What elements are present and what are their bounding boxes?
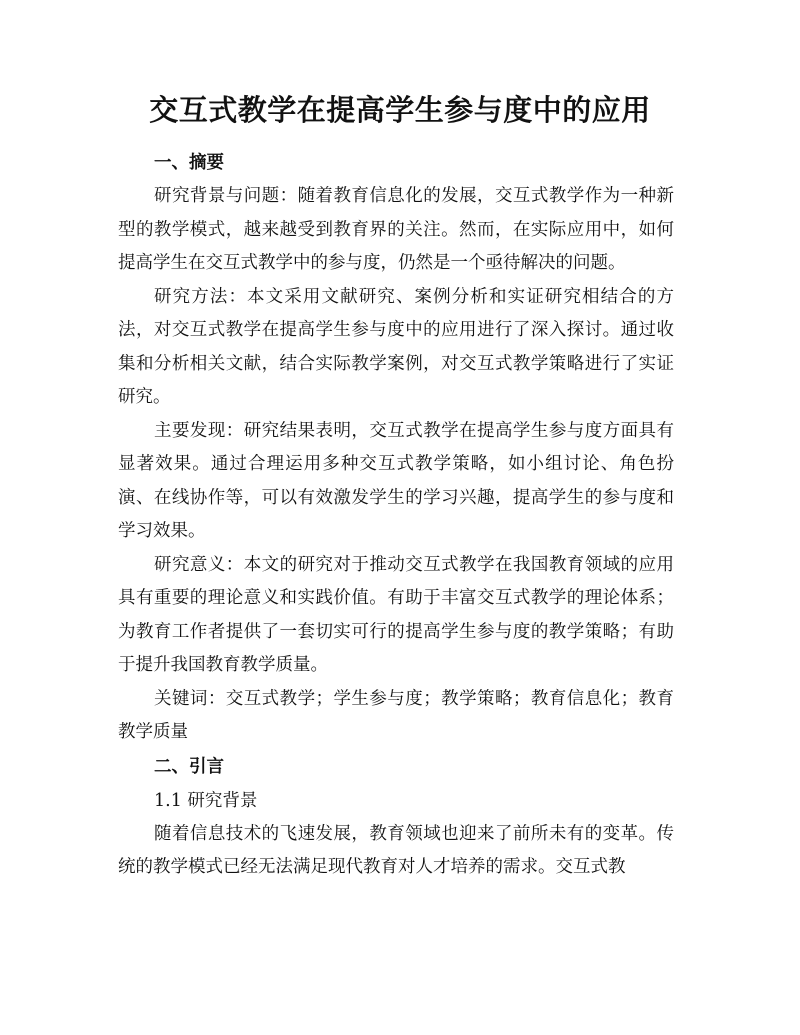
document-body (118, 146, 674, 885)
document-title: 交互式教学在提高学生参与度中的应用 (149, 93, 651, 127)
introduction-paragraph: 随着信息技术的飞速发展，教育领域也迎来了前所未有的变革。传统的教学模式已经无法满足现代教育对人才培养的需求。交互式教 (118, 823, 674, 877)
abstract-methods-paragraph: 研究方法：本文采用文献研究、案例分析和实证研究相结合的方法，对交互式教学在提高学生参与度中的应用进行了深入探讨。通过收集和分析相关文献，结合实际教学案例，对交互式教学策略进行了实证研究。 (118, 286, 674, 407)
keywords-paragraph: 关键词：交互式教学；学生参与度；教学策略；教育信息化；教育教学质量 (118, 688, 674, 742)
abstract-significance-paragraph: 研究意义：本文的研究对于推动交互式教学在我国教育领域的应用具有重要的理论意义和实践价值。有助于丰富交互式教学的理论体系；为教育工作者提供了一套切实可行的提高学生参与度的教学策略；有助于提升我国教育教学质量。 (118, 554, 674, 675)
subsection-heading-research-background: 1.1 研究背景 (154, 790, 258, 811)
abstract-background-paragraph: 研究背景与问题：随着教育信息化的发展，交互式教学作为一种新型的教学模式，越来越受到教育界的关注。然而，在实际应用中，如何提高学生在交互式教学中的参与度，仍然是一个亟待解决的问题。 (118, 186, 674, 273)
abstract-findings-paragraph: 主要发现：研究结果表明，交互式教学在提高学生参与度方面具有显著效果。通过合理运用多种交互式教学策略，如小组讨论、角色扮演、在线协作等，可以有效激发学生的学习兴趣，提高学生的参与度和学习效果。 (118, 420, 674, 541)
section-heading-abstract: 一、摘要 (154, 153, 224, 173)
section-heading-introduction: 二、引言 (154, 756, 224, 777)
